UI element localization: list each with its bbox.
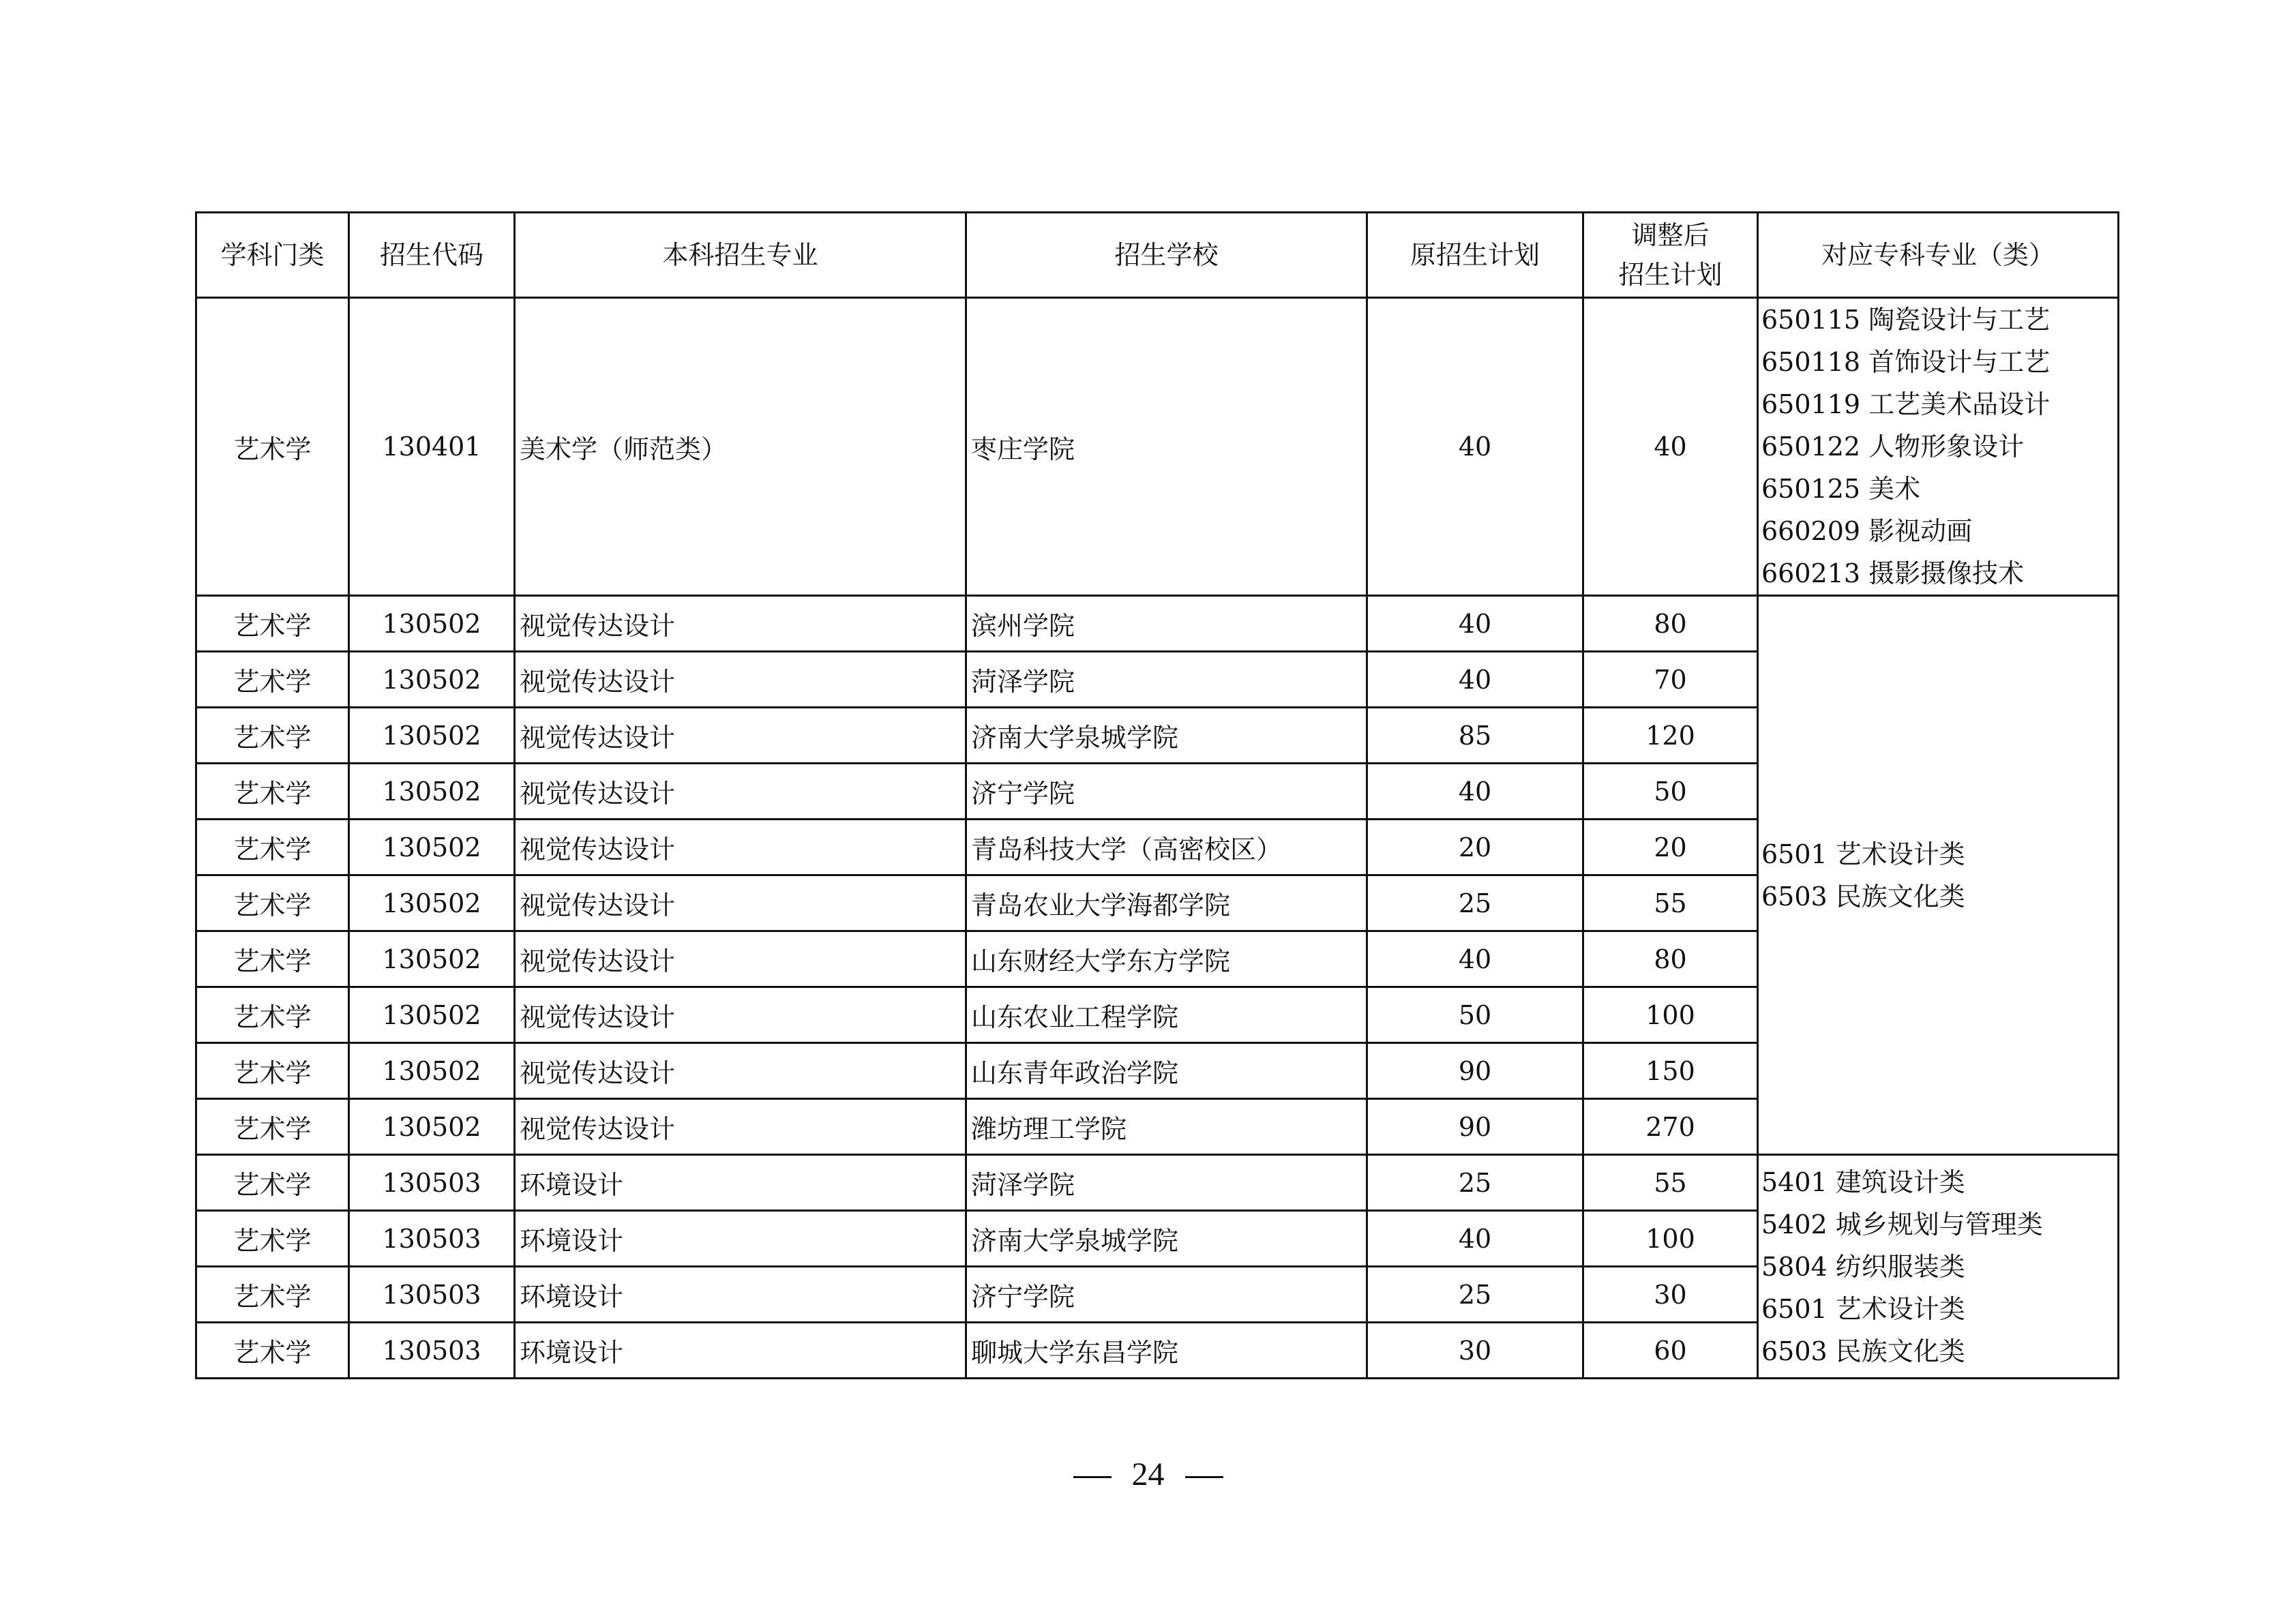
cell-category: 艺术学 xyxy=(196,987,349,1043)
cell-code: 130502 xyxy=(349,931,515,987)
cell-category: 艺术学 xyxy=(196,1267,349,1323)
related-major-item: 660213 摄影摄像技术 xyxy=(1761,558,2025,588)
related-major-item: 650125 美术 xyxy=(1761,474,1921,504)
related-major-item: 5804 纺织服装类 xyxy=(1761,1251,1965,1282)
cell-related-majors xyxy=(1758,1155,2119,1379)
cell-school: 菏泽学院 xyxy=(966,1155,1367,1211)
cell-original-plan: 40 xyxy=(1367,596,1583,652)
cell-original-plan: 40 xyxy=(1367,1211,1583,1267)
related-major-item: 650115 陶瓷设计与工艺 xyxy=(1761,305,2051,335)
related-major-item: 660209 影视动画 xyxy=(1761,516,1973,546)
cell-school: 山东财经大学东方学院 xyxy=(966,931,1367,987)
table-row xyxy=(196,1155,2119,1211)
cell-adjusted-plan: 120 xyxy=(1583,708,1758,764)
header-category: 学科门类 xyxy=(196,213,349,298)
related-major-item: 650118 首饰设计与工艺 xyxy=(1761,347,2051,377)
cell-major: 视觉传达设计 xyxy=(515,652,966,708)
cell-major: 环境设计 xyxy=(515,1155,966,1211)
header-adjusted-plan-line1: 调整后 xyxy=(1631,220,1710,250)
cell-adjusted-plan: 30 xyxy=(1583,1267,1758,1323)
cell-school: 济宁学院 xyxy=(966,1267,1367,1323)
cell-code: 130502 xyxy=(349,596,515,652)
page-number-dash-left xyxy=(1073,1476,1112,1478)
related-major-item: 6503 民族文化类 xyxy=(1761,1336,1965,1366)
page-number xyxy=(0,1456,2296,1493)
cell-original-plan: 85 xyxy=(1367,708,1583,764)
related-major-item: 5401 建筑设计类 xyxy=(1761,1167,1965,1197)
header-school: 招生学校 xyxy=(966,213,1367,298)
related-major-item: 5402 城乡规划与管理类 xyxy=(1761,1209,2043,1240)
related-major-item: 6501 艺术设计类 xyxy=(1761,1293,1965,1324)
cell-category: 艺术学 xyxy=(196,1043,349,1099)
cell-original-plan: 30 xyxy=(1367,1323,1583,1379)
cell-school: 济南大学泉城学院 xyxy=(966,1211,1367,1267)
cell-code: 130502 xyxy=(349,987,515,1043)
page-number-dash-right xyxy=(1185,1476,1223,1478)
cell-code: 130502 xyxy=(349,708,515,764)
cell-major: 视觉传达设计 xyxy=(515,931,966,987)
cell-major: 视觉传达设计 xyxy=(515,875,966,931)
cell-school: 青岛农业大学海都学院 xyxy=(966,875,1367,931)
cell-school: 济宁学院 xyxy=(966,764,1367,820)
cell-major: 视觉传达设计 xyxy=(515,1043,966,1099)
header-major: 本科招生专业 xyxy=(515,213,966,298)
cell-original-plan: 90 xyxy=(1367,1043,1583,1099)
cell-original-plan: 40 xyxy=(1367,298,1583,596)
cell-code: 130503 xyxy=(349,1267,515,1323)
cell-code: 130502 xyxy=(349,1043,515,1099)
cell-school: 潍坊理工学院 xyxy=(966,1099,1367,1155)
cell-code: 130401 xyxy=(349,298,515,596)
cell-adjusted-plan: 100 xyxy=(1583,987,1758,1043)
cell-major: 环境设计 xyxy=(515,1211,966,1267)
related-major-item: 650119 工艺美术品设计 xyxy=(1761,389,2051,419)
cell-category: 艺术学 xyxy=(196,764,349,820)
cell-school: 青岛科技大学（高密校区） xyxy=(966,820,1367,875)
cell-code: 130502 xyxy=(349,764,515,820)
related-major-item: 6503 民族文化类 xyxy=(1761,881,1965,912)
header-adjusted-plan-line2: 招生计划 xyxy=(1618,260,1723,290)
cell-code: 130502 xyxy=(349,1099,515,1155)
cell-original-plan: 40 xyxy=(1367,764,1583,820)
cell-code: 130502 xyxy=(349,875,515,931)
cell-category: 艺术学 xyxy=(196,931,349,987)
cell-school: 菏泽学院 xyxy=(966,652,1367,708)
cell-code: 130502 xyxy=(349,652,515,708)
cell-adjusted-plan: 150 xyxy=(1583,1043,1758,1099)
cell-adjusted-plan: 80 xyxy=(1583,931,1758,987)
cell-major: 视觉传达设计 xyxy=(515,596,966,652)
cell-adjusted-plan: 20 xyxy=(1583,820,1758,875)
cell-original-plan: 25 xyxy=(1367,875,1583,931)
table-header xyxy=(196,213,2119,298)
cell-school: 济南大学泉城学院 xyxy=(966,708,1367,764)
cell-original-plan: 40 xyxy=(1367,931,1583,987)
cell-major: 环境设计 xyxy=(515,1323,966,1379)
cell-category: 艺术学 xyxy=(196,708,349,764)
cell-adjusted-plan: 55 xyxy=(1583,1155,1758,1211)
cell-original-plan: 50 xyxy=(1367,987,1583,1043)
related-major-item: 650122 人物形象设计 xyxy=(1761,432,2025,462)
cell-adjusted-plan: 60 xyxy=(1583,1323,1758,1379)
cell-school: 山东农业工程学院 xyxy=(966,987,1367,1043)
page-number-value: 24 xyxy=(1131,1456,1165,1492)
cell-original-plan: 25 xyxy=(1367,1267,1583,1323)
cell-adjusted-plan: 55 xyxy=(1583,875,1758,931)
cell-adjusted-plan: 100 xyxy=(1583,1211,1758,1267)
cell-category: 艺术学 xyxy=(196,820,349,875)
cell-school: 聊城大学东昌学院 xyxy=(966,1323,1367,1379)
cell-adjusted-plan: 80 xyxy=(1583,596,1758,652)
cell-original-plan: 40 xyxy=(1367,652,1583,708)
table-row xyxy=(196,596,2119,652)
cell-major: 环境设计 xyxy=(515,1267,966,1323)
cell-category: 艺术学 xyxy=(196,596,349,652)
cell-major: 视觉传达设计 xyxy=(515,1099,966,1155)
cell-original-plan: 25 xyxy=(1367,1155,1583,1211)
table-body xyxy=(196,298,2119,1379)
header-original-plan: 原招生计划 xyxy=(1367,213,1583,298)
header-code: 招生代码 xyxy=(349,213,515,298)
cell-school: 枣庄学院 xyxy=(966,298,1367,596)
cell-major: 美术学（师范类） xyxy=(515,298,966,596)
cell-code: 130503 xyxy=(349,1323,515,1379)
related-major-item: 6501 艺术设计类 xyxy=(1761,839,1965,869)
cell-related-majors xyxy=(1758,298,2119,596)
cell-school: 山东青年政治学院 xyxy=(966,1043,1367,1099)
cell-adjusted-plan: 70 xyxy=(1583,652,1758,708)
cell-code: 130503 xyxy=(349,1211,515,1267)
header-related-majors: 对应专科专业（类） xyxy=(1758,213,2119,298)
cell-category: 艺术学 xyxy=(196,298,349,596)
cell-major: 视觉传达设计 xyxy=(515,987,966,1043)
table-row xyxy=(196,298,2119,596)
cell-category: 艺术学 xyxy=(196,1099,349,1155)
cell-adjusted-plan: 40 xyxy=(1583,298,1758,596)
cell-category: 艺术学 xyxy=(196,1211,349,1267)
cell-code: 130503 xyxy=(349,1155,515,1211)
cell-category: 艺术学 xyxy=(196,875,349,931)
cell-category: 艺术学 xyxy=(196,1323,349,1379)
cell-category: 艺术学 xyxy=(196,652,349,708)
cell-major: 视觉传达设计 xyxy=(515,820,966,875)
cell-original-plan: 20 xyxy=(1367,820,1583,875)
enrollment-plan-table xyxy=(195,211,2119,1379)
cell-original-plan: 90 xyxy=(1367,1099,1583,1155)
cell-major: 视觉传达设计 xyxy=(515,764,966,820)
cell-category: 艺术学 xyxy=(196,1155,349,1211)
cell-code: 130502 xyxy=(349,820,515,875)
cell-related-majors xyxy=(1758,596,2119,1155)
cell-school: 滨州学院 xyxy=(966,596,1367,652)
cell-major: 视觉传达设计 xyxy=(515,708,966,764)
header-adjusted-plan xyxy=(1583,213,1758,298)
cell-adjusted-plan: 50 xyxy=(1583,764,1758,820)
cell-adjusted-plan: 270 xyxy=(1583,1099,1758,1155)
